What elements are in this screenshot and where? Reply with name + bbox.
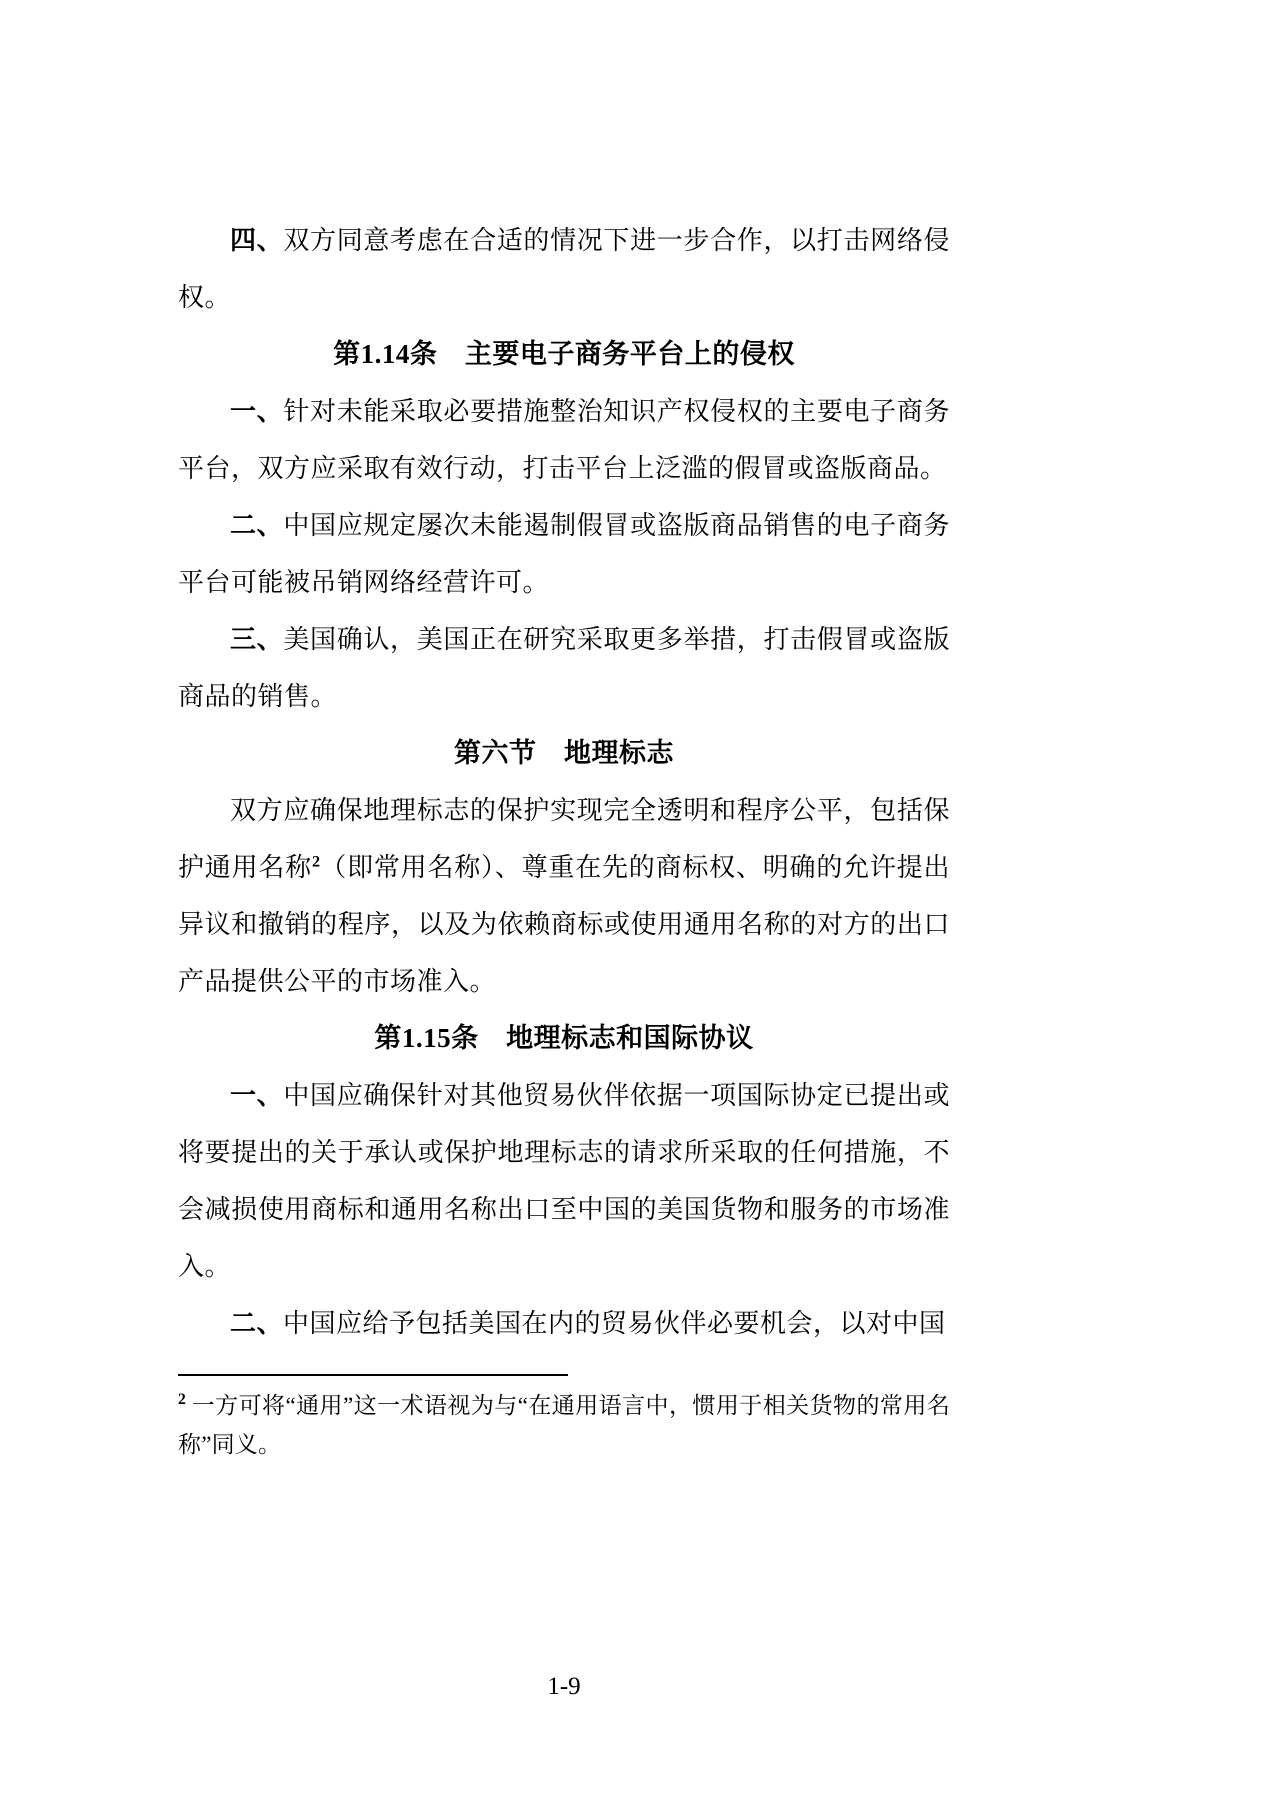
list-marker-1: 一、 xyxy=(230,397,284,426)
article-1-14-paragraph-1 xyxy=(178,383,950,497)
list-marker-3: 三、 xyxy=(230,625,284,654)
footnote-area xyxy=(178,1374,950,1464)
article-1-14-paragraph-3 xyxy=(178,611,950,725)
section-6-heading: 第六节 地理标志 xyxy=(454,738,674,768)
paragraph-cooperation xyxy=(178,212,950,326)
footnote-separator xyxy=(178,1374,568,1376)
list-marker-4: 四、 xyxy=(230,226,284,255)
list-marker-2: 二、 xyxy=(230,1309,284,1338)
paragraph-text-rest: （即常用名称）、尊重在先的商标权、明确的允许提出异议和撤销的程序，以及为依赖商标或使用通用名称的对方的出口产品提供公平的市场准入。 xyxy=(178,853,950,996)
article-1-14-heading: 第1.14条 主要电子商务平台上的侵权 xyxy=(333,339,795,369)
footnote-2-reference: 2 xyxy=(311,853,321,871)
document-content xyxy=(178,212,950,1464)
article-1-15-paragraph-2 xyxy=(178,1295,950,1352)
section-6-paragraph xyxy=(178,782,950,1010)
footnote-2 xyxy=(178,1386,950,1464)
paragraph-text-lead: 双方应确保地理标志的保护实现完全透明和程序公平，包括保护通用名称 xyxy=(178,796,950,882)
paragraph-text: 中国应规定屡次未能遏制假冒或盗版商品销售的电子商务平台可能被吊销网络经营许可。 xyxy=(178,511,950,597)
footnote-2-text: 一方可将“通用”这一术语视为与“在通用语言中，惯用于相关货物的常用名称”同义。 xyxy=(178,1393,950,1457)
article-1-15-paragraph-1 xyxy=(178,1067,950,1295)
list-marker-2: 二、 xyxy=(230,511,284,540)
page-number: 1-9 xyxy=(547,1673,581,1700)
paragraph-text: 美国确认，美国正在研究采取更多举措，打击假冒或盗版商品的销售。 xyxy=(178,625,950,711)
list-marker-1: 一、 xyxy=(230,1081,284,1110)
paragraph-text: 针对未能采取必要措施整治知识产权侵权的主要电子商务平台，双方应采取有效行动，打击平台上泛滥的假冒或盗版商品。 xyxy=(178,397,950,483)
footnote-2-marker: 2 xyxy=(178,1391,187,1409)
article-1-15-heading: 第1.15条 地理标志和国际协议 xyxy=(374,1023,754,1053)
paragraph-text: 中国应确保针对其他贸易伙伴依据一项国际协定已提出或将要提出的关于承认或保护地理标志的请求所采取的任何措施，不会减损使用商标和通用名称出口至中国的美国货物和服务的市场准入。 xyxy=(178,1081,950,1281)
paragraph-text: 双方同意考虑在合适的情况下进一步合作，以打击网络侵权。 xyxy=(178,226,950,312)
article-1-14-paragraph-2 xyxy=(178,497,950,611)
paragraph-text: 中国应给予包括美国在内的贸易伙伴必要机会，以对中国 xyxy=(283,1309,946,1338)
